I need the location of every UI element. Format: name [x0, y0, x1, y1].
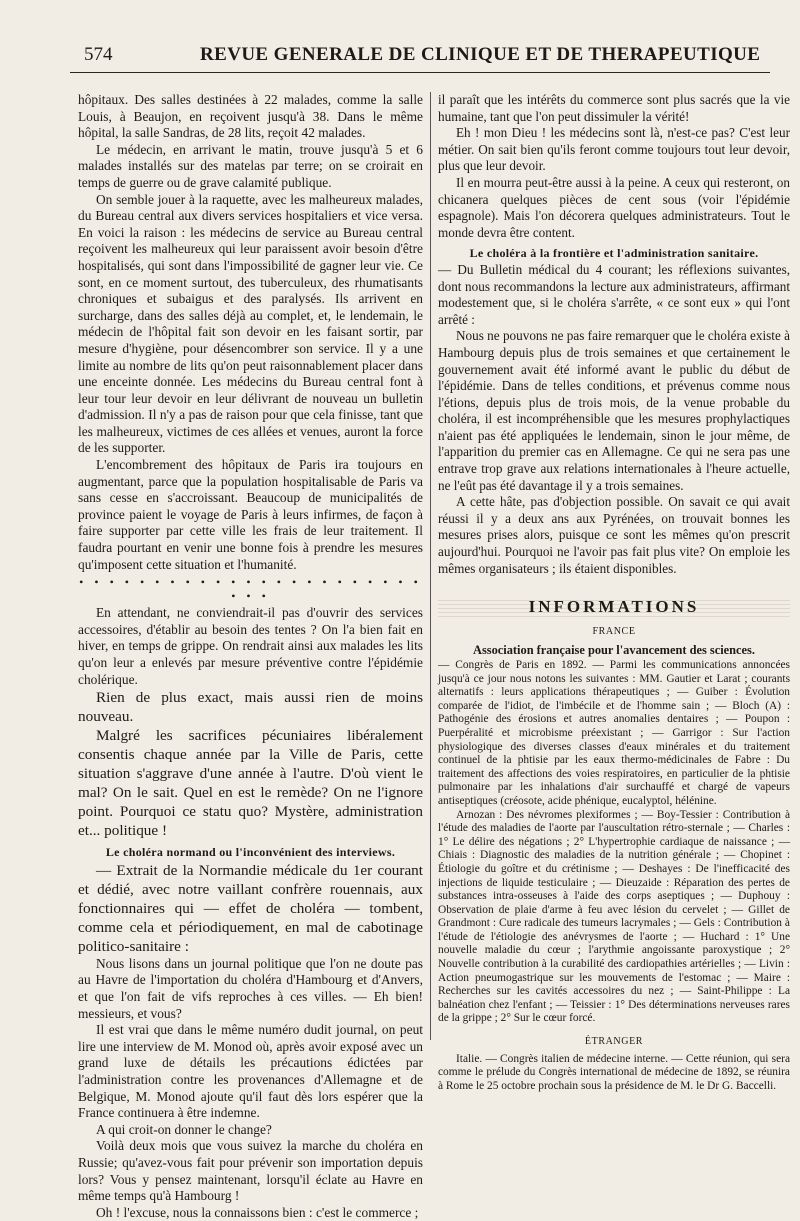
- separator-dots: • • • • • • • • • • • • • • • • • • • • • • • • • •: [79, 575, 422, 604]
- association-heading: Association française pour l'avancement des sciences.: [473, 643, 755, 658]
- right-column: [438, 92, 790, 1093]
- paragraph: hôpitaux. Des salles destinées à 22 malades, comme la salle Louis, à Beaujon, en reçoivent jusqu'à 38. Dans le même hôpital, la salle Sandras, de 28 lits, reçoit 42 malades.: [78, 92, 423, 141]
- page-number: 574: [84, 44, 113, 65]
- column-divider: [430, 92, 431, 1040]
- section-heading: Le choléra à la frontière et l'administration sanitaire.: [469, 246, 759, 261]
- paragraph: Malgré les sacrifices pécuniaires libéralement consentis chaque année par la Ville de Paris, cette situation s'aggrave d'une année à l'autre. D'où vient le mal? On le sait. Quel en est le remède? On ne l'ignore point. Pourquoi ce statu quo? Mystère, administration et... politique !: [78, 727, 423, 840]
- section-heading: Le choléra normand ou l'inconvénient des interviews.: [105, 845, 396, 860]
- paragraph: L'encombrement des hôpitaux de Paris ira toujours en augmentant, parce que la population hospitalisable de Paris va sans cesse en s'accroissant. Beaucoup de municipalités de province paient le voyage de Paris à leurs infirmes, de façon à faire supporter par cette ville les frais de leur traitement. Il faudra pourtant en venir une bonne fois à prendre les mesures qu'imposent cette situation et l'humanité.: [78, 457, 423, 572]
- paragraph: il paraît que les intérêts du commerce sont plus sacrés que la vie humaine, tant que l'on peut dissimuler la vérité!: [438, 92, 790, 124]
- paragraph: — Du Bulletin médical du 4 courant; les réflexions suivantes, dont nous recommandons la lecture aux administrateurs, affirmant modestement que, si le choléra s'arrête, « ce sont eux » qui l'ont arrêté :: [438, 261, 790, 327]
- paragraph: Rien de plus exact, mais aussi rien de moins nouveau.: [78, 689, 423, 726]
- paragraph: Eh ! mon Dieu ! les médecins sont là, n'est-ce pas? C'est leur métier. On sait bien qu'ils feront comme toujours tout leur devoir, plus que leur devoir.: [438, 125, 790, 174]
- paragraph: Le médecin, en arrivant le matin, trouve jusqu'à 5 et 6 malades installés sur des matelas par terre; on se croirait en temps de guerre ou de grave calamité publique.: [78, 141, 423, 190]
- paragraph: — Congrès de Paris en 1892. — Parmi les communications annoncées jusqu'à ce jour nous notons les suivantes : MM. Gautier et Larat ; courants alternatifs : leurs applications thérapeutiques ; — Guiber : Évolution comparée de l'idiot, de l'imbécile et de l'homme sain ; — Bloch (A) : Pathogénie des érosions et autres anomalies dentaires ; — Poupon : Puerpéralité et microbisme préexistant ; — Garrigor : Sur l'action physiologique des diverses classes d'eaux minérales et du traitement continuel de la phtisie par les eaux thermo-médicinales de Fabre : Du traitement des affections des voies respiratoires, en particulier de la phtisie pulmonaire par les inhalations d'air surchauffé et chargé de vapeurs antiseptiques (créosote, acide phénique, eucalyptol, hélénine.: [438, 659, 790, 807]
- left-column: [78, 92, 423, 1221]
- paragraph: On semble jouer à la raquette, avec les malheureux malades, du Bureau central aux divers services hospitaliers et vice versa. En voici la raison : les médecins de service au Bureau central reçoivent les malheureux qui leur paraissent avoir besoin d'être hospitalisés, qui sont dans l'impossibilité de gagner leur vie. Ce sont, en ce moment surtout, des tuberculeux, des rhumatisants chroniques et subaigus et des paralysés. Ils arrivent en surcharge, dans des salles déjà au complet, et, le lendemain, le médecin de l'hôpital fait son devoir en les faisant sortir, par mesure d'hygiène, pour désencombrer son service. Il y a une limite au nombre de lits qu'on peut raisonnablement placer dans une enceinte donnée. Les médecins du Bureau central font à leur tour leur devoir en leur délivrant de nouveau un bulletin d'admission. Il n'y a pas de raison pour que cela finisse, tant que les malheureux, victimes de ces allées et venues, auront la force de les supporter.: [78, 191, 423, 456]
- paragraph: — Extrait de la Normandie médicale du 1er courant et dédié, avec notre vaillant confrère rouennais, aux fonctionnaires qui — effet de choléra — tombent, comme cela et périodiquement, en mal de cabotinage politico-sanitaire :: [78, 861, 423, 955]
- quoted-paragraph: Voilà deux mois que vous suivez la marche du choléra en Russie; qu'avez-vous fait pour prévenir son importation depuis lors? Vous y pensez maintenant, lorsqu'il éclate au Havre en même temps qu'à Hambourg !: [78, 1138, 423, 1204]
- paragraph: A cette hâte, pas d'objection possible. On savait ce qui avait réussi il y a deux ans aux Pyrénées, on trouvait bonnes les mesures prises alors, puisque ce sont les mêmes qu'on prescrit aujourd'hui. Pourquoi ne l'avoir pas fait plus vite? On emploie les mêmes organisateurs ; ils étaient disponibles.: [438, 494, 790, 576]
- page-header: [70, 42, 770, 73]
- quoted-paragraph: Oh ! l'excuse, nous la connaissons bien : c'est le commerce ;: [96, 1204, 419, 1220]
- subsection-france: FRANCE: [592, 625, 636, 637]
- paragraph: Nous ne pouvons ne pas faire remarquer que le choléra existe à Hambourg depuis plus de trois semaines et que certainement le gouvernement avait été informé avant le public du début de l'épidémie. Dans de telles conditions, et prévenus comme nous l'étions, depuis plus de trois mois, de la venue probable du choléra, il est incompréhensible que les mesures prophylactiques n'aient pas été appliquées le lendemain, sinon le jour même, de l'apparition du premier cas en Allemagne. Ce qui ne sera pas une entrave trop grave aux relations internationales à l'heure actuelle, ne l'eût pas été davantage il y a trois semaines.: [438, 328, 790, 493]
- paragraph: Arnozan : Des névromes plexiformes ; — Boy-Tessier : Contribution à l'étude des maladies de l'aorte par l'auscultation rétro-sternale ; — Charles : 1° Le délire des négations ; 2° L'hypertrophie cardiaque de naissance ; — Chiais : Diagnostic des maladies de la nutrition générale ; — Chopinet : Étiologie du goître et du crétinisme ; — Deshayes : De l'inefficacité des injections de liquide testiculaire ; — Dieuzaide : Réparation des pertes de substances intra-osseuses à l'aide des corps aseptiques ; — Duphouy : Observation de plaie d'arme à feu avec lésion du cervelet ; — Gillet de Grandmont : Cure radicale des tumeurs lacrymales ; — Gels : Contribution à l'étude de l'étiologie des anévrysmes de l'aorte ; — Huchard : 1° Une nouvelle maladie du cœur ; l'arythmie angoissante paroxystique ; 2° Nouvelle contribution à la curabilité des cardiopathies artérielles ; — Livin : Action pneumogastrique sur les mouvements de l'estomac ; — Maire : Recherches sur les cavités accessoires du nez ; — Saint-Philippe : La balnéation chez l'enfant ; — Teissier : 1° Des déterminations nerveuses rares de la grippe ; 2° Sur le cœur forcé.: [438, 808, 790, 1025]
- paragraph: En attendant, ne conviendrait-il pas d'ouvrir des services accessoires, d'établir au besoin des tentes ? On l'a bien fait en hiver, en temps de grippe. On rendrait ainsi aux malades les lits qu'on leur a enlevés par mesure préventive contre l'épidémie cholérique.: [78, 605, 423, 687]
- quoted-paragraph: Nous lisons dans un journal politique que l'on ne doute pas au Havre de l'importation du choléra d'Hambourg et d'Anvers, et que l'on fait de vifs reproches à ces villes. — Eh bien! messieurs, et vous?: [78, 955, 423, 1021]
- paragraph: Il en mourra peut-être aussi à la peine. A ceux qui resteront, on chicanera quelques pièces de cent sous (voir l'épidémie espagnole). Mais l'on décorera quelques administrateurs. Tout le monde devra être content.: [438, 174, 790, 240]
- quoted-paragraph: Il est vrai que dans le même numéro dudit journal, on peut lire une interview de M. Monod où, après avoir exposé avec un grand luxe de détails les précautions édictées par l'administration contre les provenances d'Allemagne et de Belgique, M. Monod ajoute qu'il faut dès lors espérer que la France continuera à être indemne.: [78, 1022, 423, 1121]
- running-title: REVUE GENERALE DE CLINIQUE ET DE THERAPEUTIQUE: [200, 44, 761, 65]
- informations-title: INFORMATIONS: [438, 597, 790, 618]
- subsection-etranger: ÉTRANGER: [584, 1036, 644, 1048]
- paragraph: Italie. — Congrès italien de médecine interne. — Cette réunion, qui sera comme le prélude du Congrès international de médecine de 1892, se réunira à Rome le 25 octobre prochain sous la présidence de M. le Dr G. Baccelli.: [438, 1052, 790, 1092]
- quoted-paragraph: A qui croit-on donner le change?: [96, 1121, 272, 1137]
